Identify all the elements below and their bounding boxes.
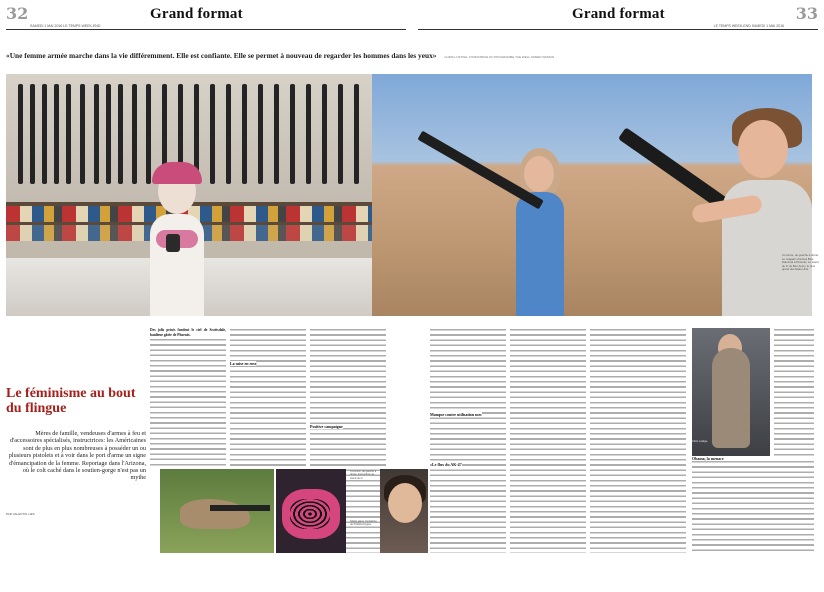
- shooting-range-photo: [372, 74, 812, 316]
- right-header-rule: [418, 29, 818, 30]
- mannequin-figure: [146, 162, 208, 316]
- left-section-title: Grand format: [150, 6, 243, 22]
- pull-quote: [6, 51, 816, 60]
- main-photo-caption: Ci-contre, de gauche à droite: Le magasin d'armes Blue Diamond à Phoenix. Le stand de tir de Ben Avery, le plus grand des Etats-Unis.: [782, 253, 819, 272]
- text-column-2: [230, 328, 306, 468]
- shooter-woman-front: [702, 104, 812, 316]
- subhead-2: Positive campaigne: [310, 424, 343, 429]
- portrait-photo: [380, 469, 428, 553]
- photo-caption-3: Shelly Hans, fondatrice de PinkRemington.: [350, 520, 377, 527]
- subhead-5: Obama, la menace: [692, 456, 724, 461]
- range-instructor-photo: [160, 469, 274, 553]
- text-column-1: [150, 328, 226, 468]
- text-column-6: [590, 328, 686, 553]
- left-header-rule: [6, 29, 406, 30]
- right-header-meta: LE TEMPS WEEK-END SAMEDI 1 MAI 2016: [713, 24, 784, 28]
- pull-quote-text: «Une femme armée marche dans la vie différemment. Elle est confiante. Elle se permet à nouveau de regarder les hommes dans les yeux»: [6, 51, 437, 60]
- photo-caption-4: Chris Lustige.: [692, 440, 708, 443]
- text-column-5: [510, 328, 586, 553]
- pink-holster-photo: [276, 469, 346, 553]
- left-header-meta: SAMEDI 1 MAI 2016 LE TEMPS WEEK-END: [30, 24, 101, 28]
- right-page-number: 33: [795, 4, 818, 23]
- left-page-number: 32: [6, 4, 29, 23]
- lead-in: Des jolis prisés fondent le ciel de Scottsdale, banlieue gâtée de Phoenix.: [150, 328, 226, 338]
- pink-cap-icon: [152, 162, 202, 184]
- pull-quote-credit: CHRIS LUSTIGE, FONDATRICE DU PROGRAMME THE WELL ARMED WOMAN: [444, 55, 555, 59]
- gun-shop-photo: [6, 74, 372, 316]
- text-column-4: [430, 328, 506, 553]
- text-column-8: [774, 328, 814, 456]
- shooter-woman-blue: [502, 148, 582, 316]
- photo-caption-1: Ci-contre, de gauche à droite: Instructrice au stand de tir.: [350, 470, 377, 480]
- article-byline: PAR VALENTIN LIES: [6, 512, 35, 516]
- subhead-4: Le flux du AK-47: [432, 462, 462, 467]
- holster-icon: [166, 234, 180, 252]
- article-standfirst: Mères de famille, vendeuses d'armes à feu et d'accessoires spécialisés, instructrices: les Américaines sont de plus en plus nombreuses à posséder un ou plusieurs pistolets et à voir dans le port d'arme un signe d'émancipation de la femme. Reportage dans l'Arizona, où le colt caché dans le soutien-gorge n'est pas un mythe: [8, 430, 146, 482]
- right-section-title: Grand format: [572, 6, 665, 22]
- subhead-1: La mise en rose: [230, 361, 257, 366]
- text-column-7: [692, 460, 814, 553]
- woman-portrait-photo: [692, 328, 770, 456]
- article-headline: Le féminisme au bout du flingue: [6, 386, 136, 416]
- pistol-icon: [210, 505, 270, 511]
- subhead-3: Manque contre utilisation mec: [430, 412, 483, 417]
- main-photo: [6, 74, 812, 316]
